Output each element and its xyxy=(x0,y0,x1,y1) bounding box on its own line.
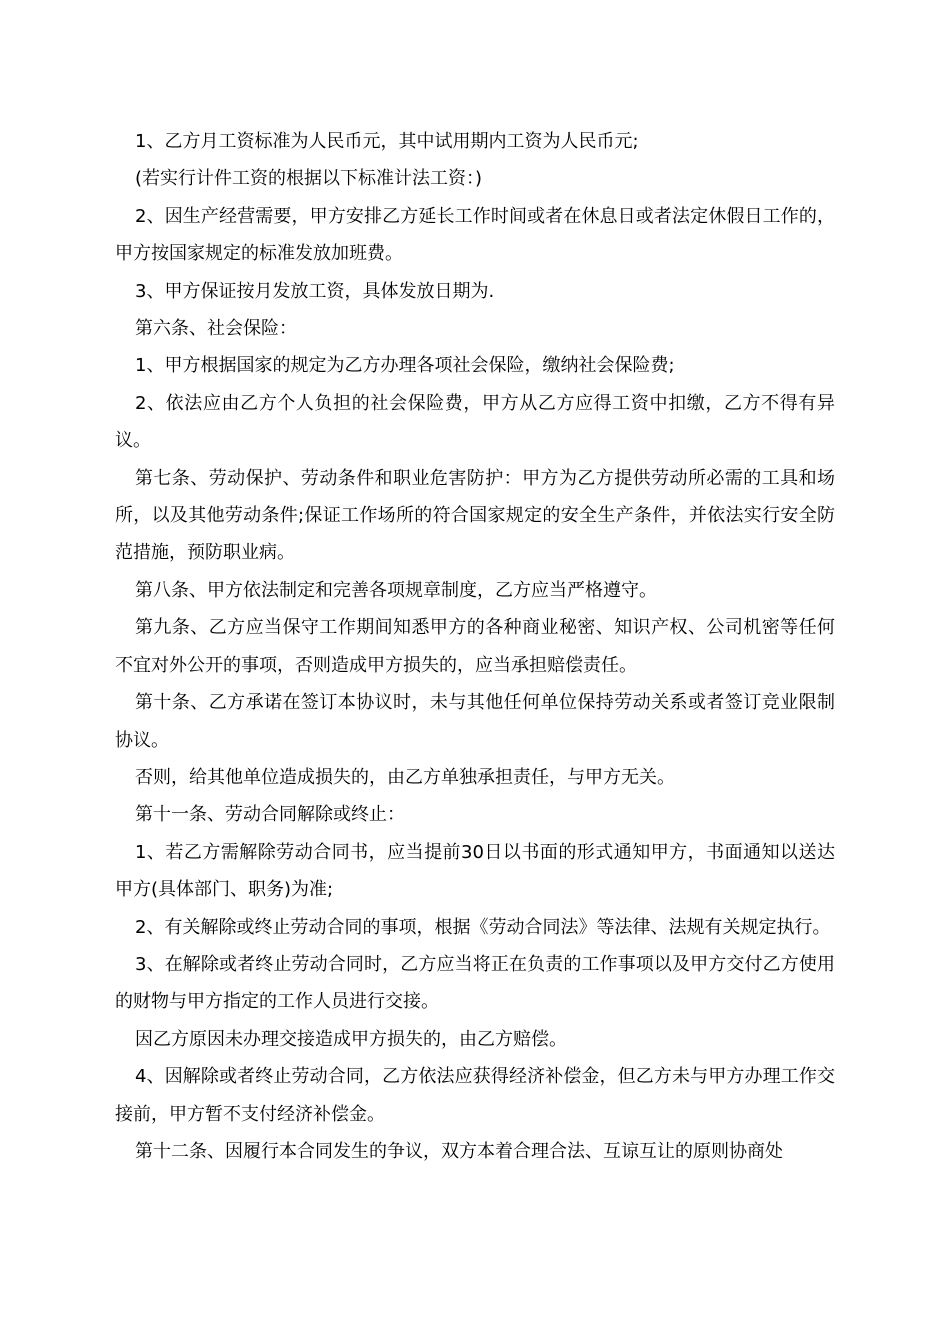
paragraph-termination-3: 3、在解除或者终止劳动合同时，乙方应当将正在负责的工作事项以及甲方交付乙方使用的财物与甲方指定的工作人员进行交接。 xyxy=(115,953,835,1013)
paragraph-termination-1: 1、若乙方需解除劳动合同书，应当提前30日以书面的形式通知甲方，书面通知以送达甲方(具体部门、职务)为准; xyxy=(115,841,835,901)
paragraph-salary-standard: 1、乙方月工资标准为人民币元，其中试用期内工资为人民币元; xyxy=(135,131,639,152)
document-body xyxy=(115,123,835,1170)
heading-article-11: 第十一条、劳动合同解除或终止： xyxy=(135,804,405,826)
paragraph-termination-4: 4、因解除或者终止劳动合同，乙方依法应获得经济补偿金，但乙方未与甲方办理工作交接前，甲方暂不支付经济补偿金。 xyxy=(115,1066,835,1125)
paragraph-social-insurance-1: 1、甲方根据国家的规定为乙方办理各项社会保险，缴纳社会保险费; xyxy=(135,355,675,377)
paragraph-article-8: 第八条、甲方依法制定和完善各项规章制度，乙方应当严格遵守。 xyxy=(135,579,657,601)
paragraph-piece-rate-note: (若实行计件工资的根据以下标准计法工资：) xyxy=(135,168,483,190)
paragraph-termination-2: 2、有关解除或终止劳动合同的事项，根据《劳动合同法》等法律、法规有关规定执行。 xyxy=(135,916,831,938)
heading-article-6: 第六条、社会保险： xyxy=(135,318,297,340)
paragraph-article-10-liability: 否则，给其他单位造成损失的，由乙方单独承担责任，与甲方无关。 xyxy=(135,766,675,788)
paragraph-payday: 3、甲方保证按月发放工资，具体发放日期为. xyxy=(135,280,495,302)
paragraph-overtime: 2、因生产经营需要，甲方安排乙方延长工作时间或者在休息日或者法定休假日工作的，甲方按国家规定的标准发放加班费。 xyxy=(115,205,835,265)
paragraph-article-9: 第九条、乙方应当保守工作期间知悉甲方的各种商业秘密、知识产权、公司机密等任何不宜对外公开的事项，否则造成甲方损失的，应当承担赔偿责任。 xyxy=(115,617,835,676)
paragraph-handover-compensation: 因乙方原因未办理交接造成甲方损失的，由乙方赔偿。 xyxy=(135,1028,567,1050)
paragraph-article-7: 第七条、劳动保护、劳动条件和职业危害防护：甲方为乙方提供劳动所必需的工具和场所，以及其他劳动条件;保证工作场所的符合国家规定的安全生产条件，并依法实行安全防范措施，预防职业病。 xyxy=(115,467,835,564)
paragraph-article-10: 第十条、乙方承诺在签订本协议时，未与其他任何单位保持劳动关系或者签订竞业限制协议。 xyxy=(115,692,835,751)
paragraph-article-12: 第十二条、因履行本合同发生的争议，双方本着合理合法、互谅互让的原则协商处 xyxy=(135,1140,783,1162)
paragraph-social-insurance-2: 2、依法应由乙方个人负担的社会保险费，甲方从乙方应得工资中扣缴，乙方不得有异议。 xyxy=(115,392,835,452)
